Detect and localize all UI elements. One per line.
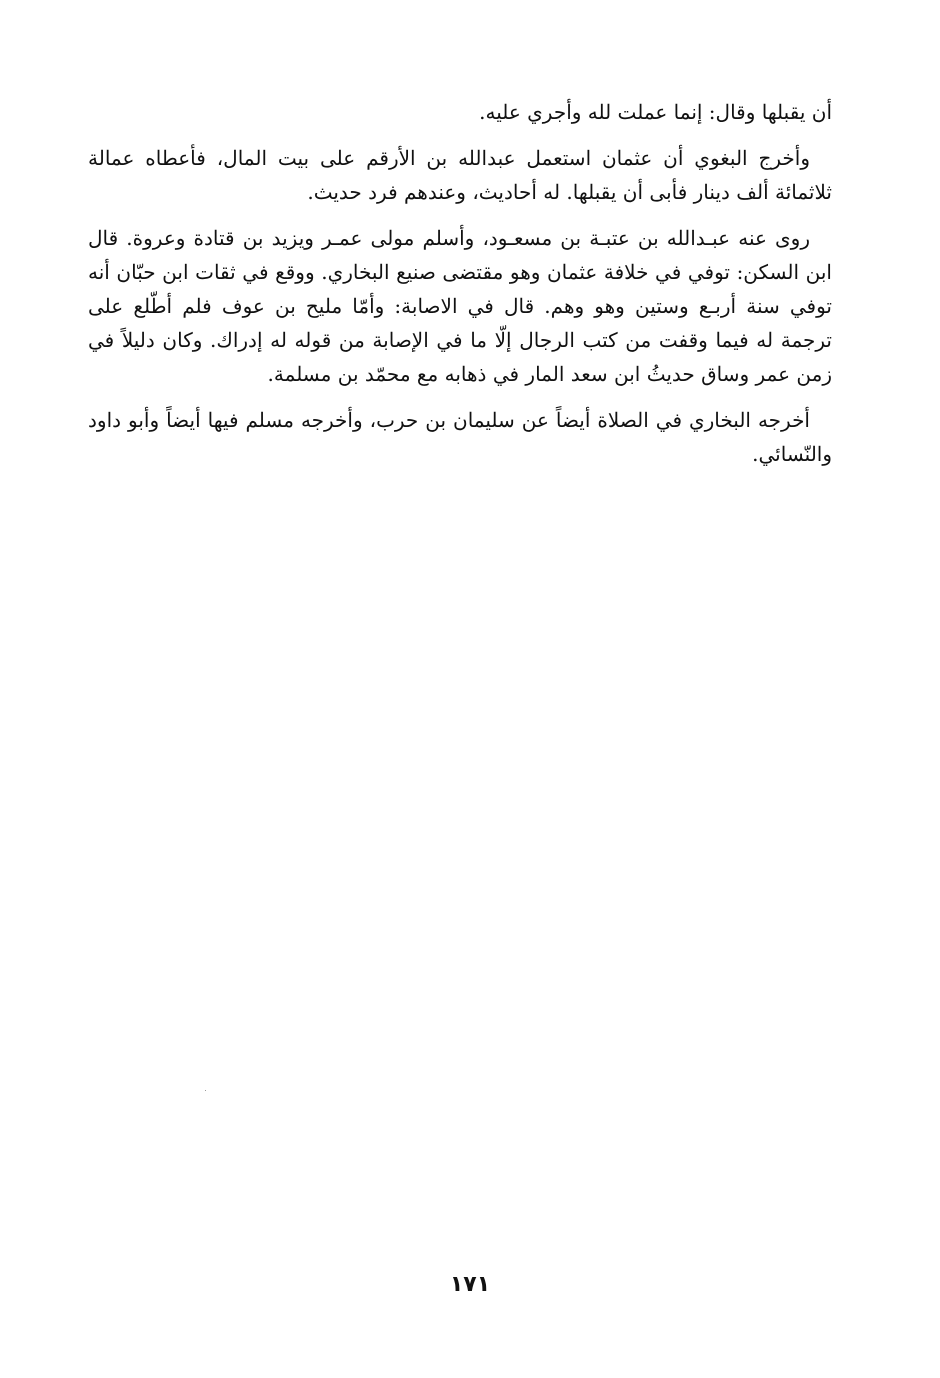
page-number: ١٧١ <box>449 1272 491 1297</box>
paragraph-3: روى عنه عبـدالله بن عتبـة بن مسعـود، وأسلم مولى عمـر ويزيد بن قتادة وعروة. قال ابن السكن: توفي في خلافة عثمان وهو مقتضى صنيع البخاري. ووقع في ثقات ابن حبّان أنه توفي سنة أربـع وستين وهو وهم. قال في الاصابة: وأمّا مليح بن عوف فلم أطّلع على ترجمة له فيما وقفت من كتب الرجال إلّا ما في الإصابة من قوله له إدراك. وكان دليلاً في زمن عمر وساق حديثُ ابن سعد المار في ذهابه مع محمّد بن مسلمة. <box>88 226 832 386</box>
scan-speck <box>205 1090 206 1091</box>
paragraph-2: وأخرج البغوي أن عثمان استعمل عبدالله بن الأرقم على بيت المال، فأعطاه عمالة ثلاثمائة ألف دينار فأبى أن يقبلها. له أحاديث، وعندهم فرد حديث. <box>88 146 832 204</box>
page-body <box>88 95 832 483</box>
paragraph-4: أخرجه البخاري في الصلاة أيضاً عن سليمان بن حرب، وأخرجه مسلم فيها أيضاً وأبو داود والنّسائي. <box>88 408 832 466</box>
paragraph-1: أن يقبلها وقال: إنما عملت لله وأجري عليه. <box>479 100 832 124</box>
